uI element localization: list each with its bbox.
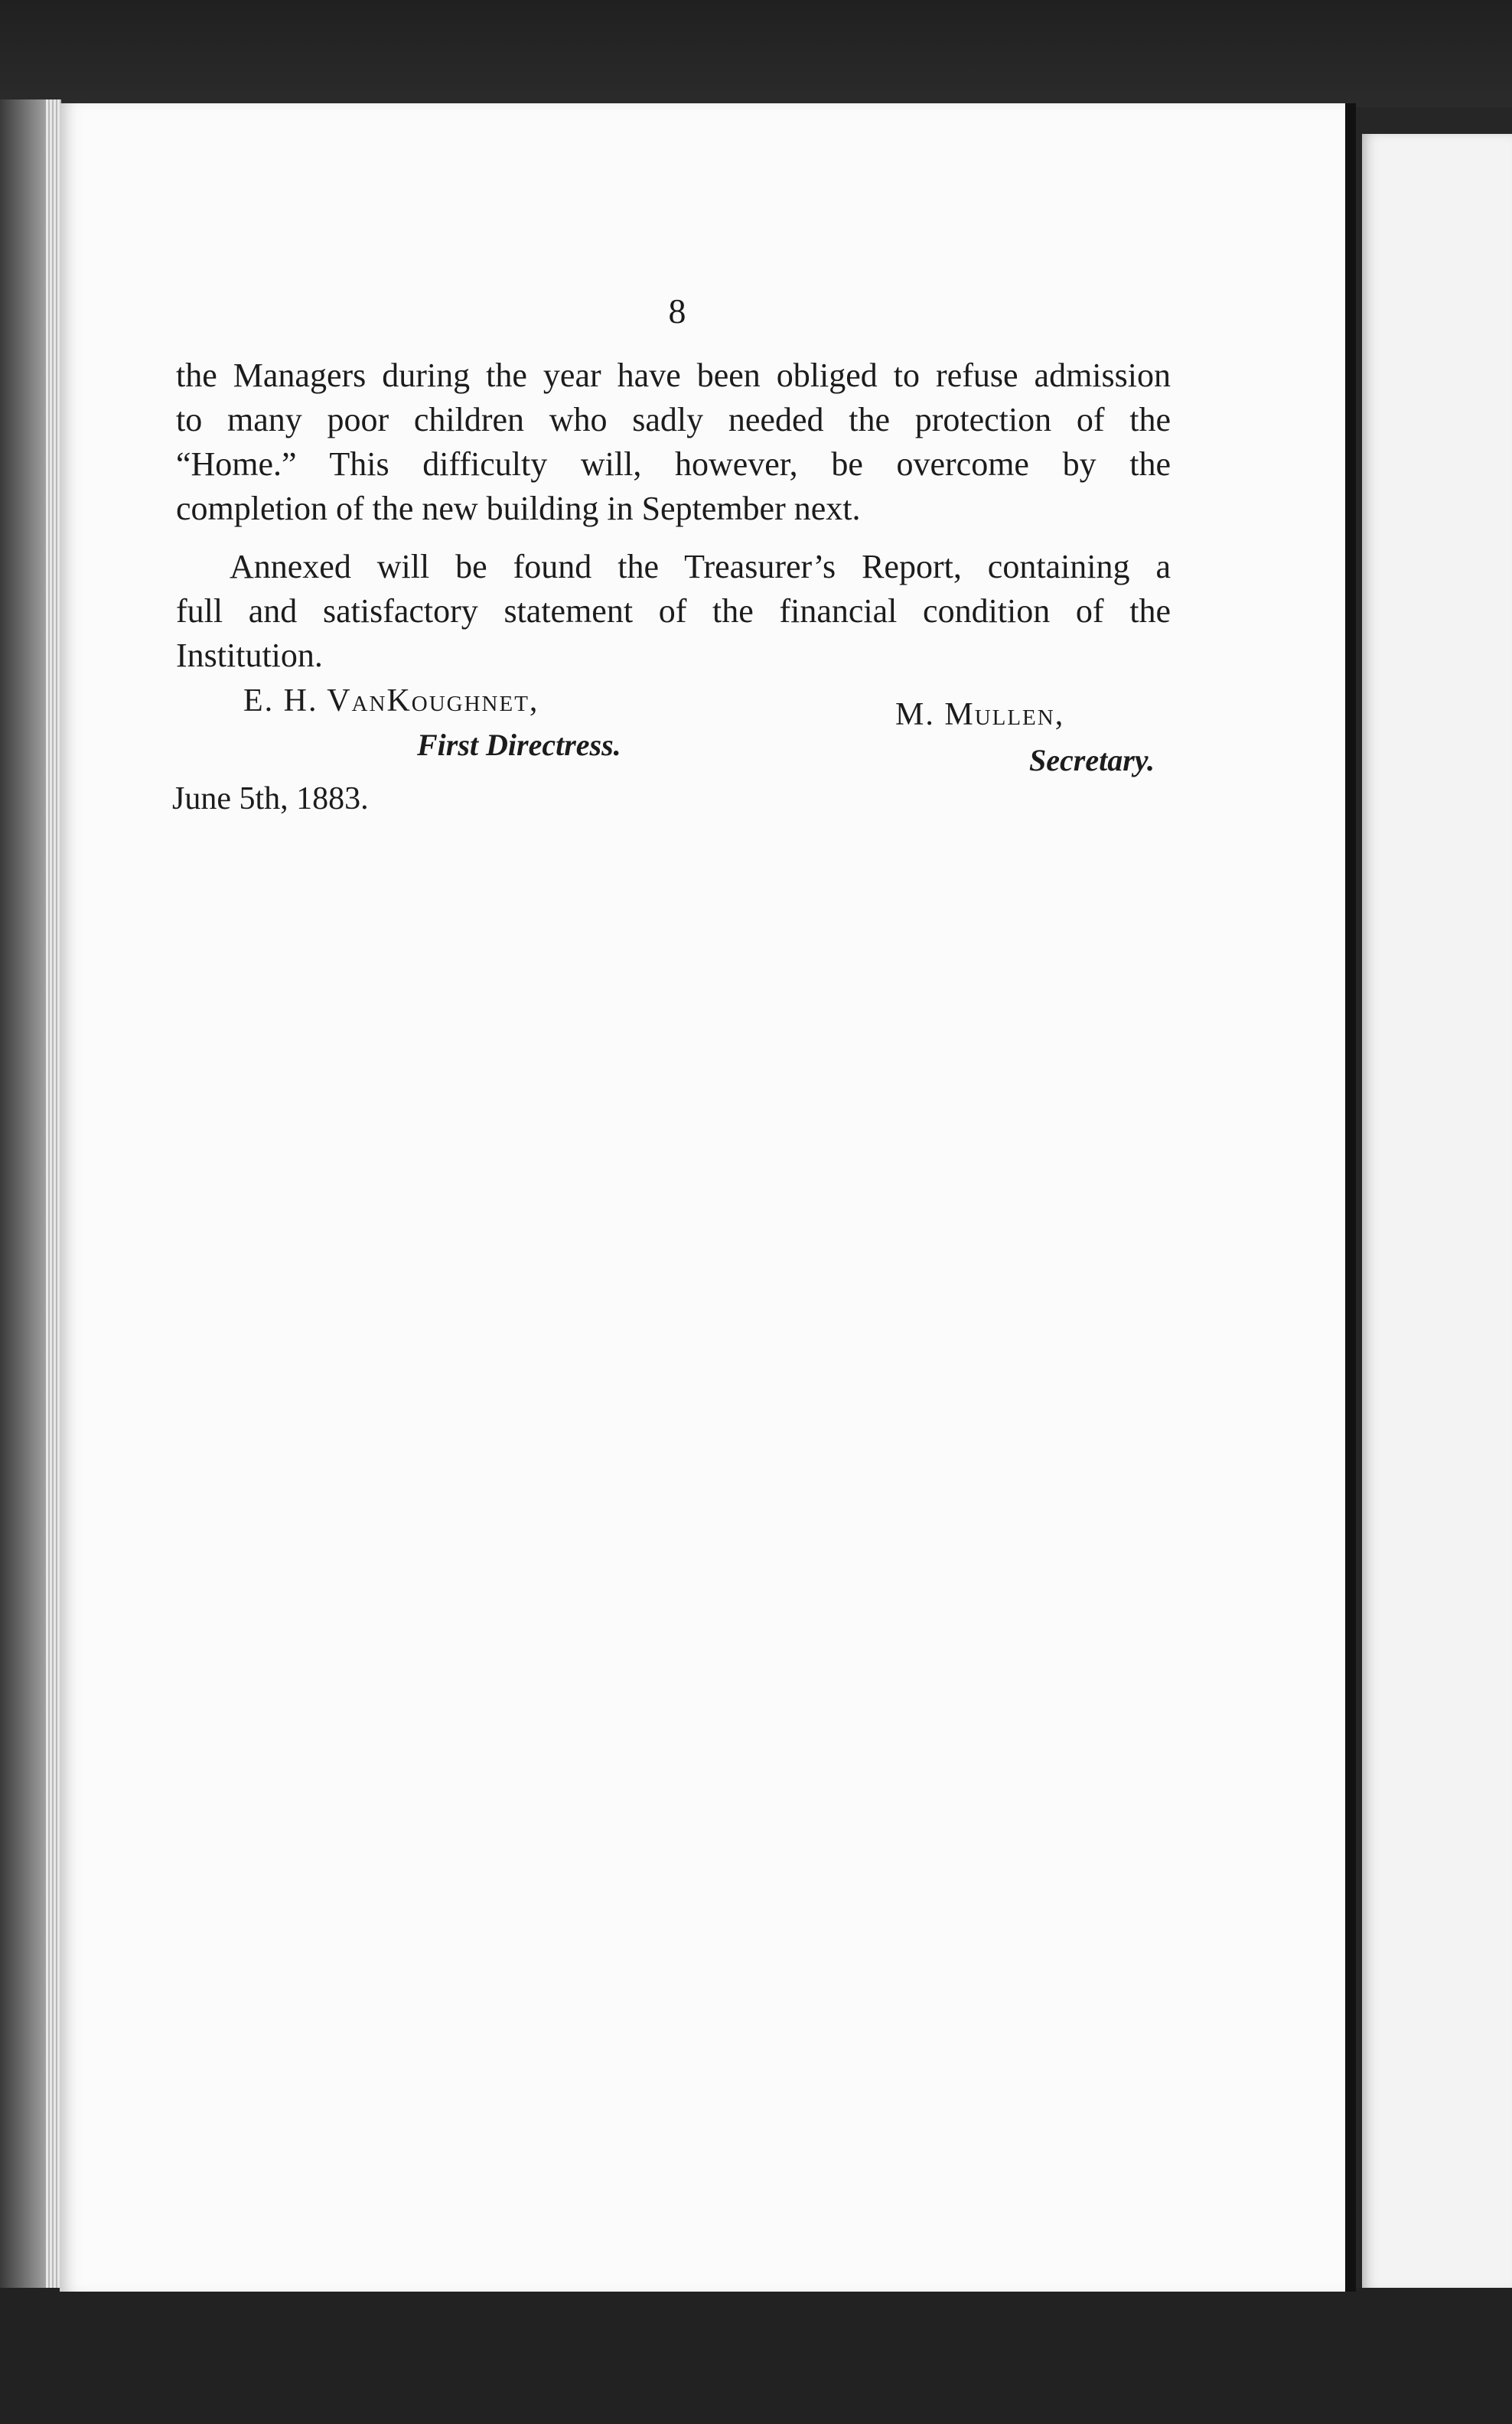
signature-name-text: E. H. VanKoughnet, [243,683,539,718]
page-edges [46,99,61,2303]
signature-directress-name [243,683,539,719]
page-number: 8 [668,292,686,331]
text-line: Annexed will be found the Treasurer’s Report, containing a [230,548,1171,585]
text-line: full and satisfactory statement of the financial condition of the [176,592,1171,630]
next-page-edge [1362,134,1512,2292]
paragraph-treasurer-report [176,545,1171,678]
signature-directress-title: First Directress. [417,728,621,762]
scan-bottom-border [0,2288,1512,2424]
report-date: June 5th, 1883. [172,781,369,816]
text-line: completion of the new building in September next. [176,490,861,527]
text-line: “Home.” This difficulty will, however, be overcome by the [176,445,1171,483]
text-line: Institution. [176,637,323,674]
paragraph-continuation [176,354,1171,531]
signature-secretary-title: Secretary. [1029,743,1155,777]
signature-name-text: M. Mullen, [895,697,1065,732]
text-line: to many poor children who sadly needed the protection of the [176,401,1171,438]
scan-top-border [0,0,1512,107]
signature-secretary-name [895,696,1064,733]
text-line: the Managers during the year have been obliged to refuse admission [176,357,1171,394]
